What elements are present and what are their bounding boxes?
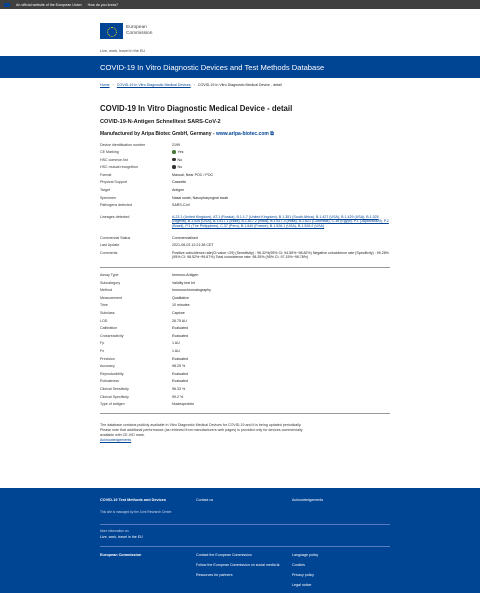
row-label: Measurement [100,295,122,300]
footer-more-link[interactable]: Live, work, travel in the EU [100,535,143,539]
table-row [100,279,390,287]
row-value-text: Evaluated [172,326,188,331]
row-value-text: 98.25 % [172,364,186,369]
row-label: HSC common list [100,157,128,162]
footer-legal-link[interactable]: Legal notice [292,583,312,587]
row-label: Type of antigen [100,402,125,407]
external-link-icon: ⧉ [270,131,274,137]
logo-line2: Commission [126,31,153,36]
row-value [172,187,390,195]
table-row [100,287,390,295]
footer-more-info: More information on: [100,529,130,533]
row-label: Subcategory [100,280,121,285]
row-value-text: Commercialised [172,235,198,240]
how-do-you-know-link[interactable]: How do you know? [87,2,119,7]
row-label: Device identification number [100,142,146,147]
section-divider [100,267,390,268]
table-row [100,332,390,340]
footer-privacy-link[interactable]: Privacy policy [292,573,314,577]
row-value-text: Cassette [172,180,187,185]
breadcrumb [0,78,480,92]
row-label: Time [100,303,108,308]
row-value-text: Antigen [172,188,185,193]
site-header [0,9,480,47]
row-label: Clinical Sensitivity [100,386,129,391]
table-row [100,171,390,179]
footer-resources-link[interactable]: Resources for partners [196,573,233,577]
main-content [0,104,390,442]
lineages-table [100,213,390,230]
table-row [100,325,390,333]
site-footer [0,488,480,593]
table-row [100,179,390,187]
chevron-right-icon: › [112,83,114,87]
row-value-text: Positive coincidence rate(Ct value <29) (Sensitivity) : 96.32%(95% CI: 94.55%~98.82%) Negative coincidence rate (Specificity) : 99.28%(95% CI: 98.52%~99.67%) Total coincidence rate: 98.35% (95% CI: 97.15%~98.78%) [172,250,389,260]
footer-social-text: Follow the European Commission on social media [196,563,276,567]
row-value [172,279,390,287]
logo-line1: European [126,25,147,30]
row-value-text: No [177,157,183,162]
row-label: Clinical Specificity [100,394,129,399]
row-value-text: No [177,165,183,170]
table-row [100,272,390,280]
row-value [172,401,390,409]
breadcrumb-home[interactable]: Home [100,83,110,87]
row-label: Target [100,188,110,193]
table-row [100,385,390,393]
row-label: Comments [100,250,118,255]
row-value-text: Nucleoprotein [172,402,195,407]
eu-flag-icon [4,3,10,7]
row-value [172,171,390,179]
table-row [100,234,390,242]
table-row [100,294,390,302]
row-label: Crossreactivity [100,333,124,338]
table-row [100,213,390,230]
footer-contact-link[interactable]: Contact us [196,498,214,502]
page-title: COVID-19 In Vitro Diagnostic Medical Device - detail [100,104,293,113]
row-value-text: 26.75 AU [172,318,187,323]
table-row [100,202,390,210]
manufacturer-prefix: Manufactured by Aripa Biotec GmbH, Germany - [100,131,216,137]
footer-ack-link[interactable]: Acknowledgements [292,498,324,502]
row-label: Fn [100,348,105,353]
footer-cookies-link[interactable]: Cookies [292,563,305,567]
footer-divider [100,524,390,525]
row-value [172,234,390,242]
assay-table [100,272,390,409]
device-details-table [100,141,390,209]
table-row [100,393,390,401]
table-row [100,317,390,325]
footer-language-link[interactable]: Language policy [292,553,319,557]
chevron-right-icon: › [193,83,195,87]
table-row [100,194,390,202]
row-value-text: Evaluated [172,356,188,361]
row-value [172,149,390,157]
table-row [100,401,390,409]
row-value [172,249,390,261]
footer-divider [100,546,390,547]
row-value [172,156,390,164]
breadcrumb-section[interactable]: COVID-19 In Vitro Diagnostic Medical Devices [116,83,191,87]
row-label: Reproducibility [100,371,124,376]
row-value [172,363,390,371]
table-row [100,156,390,164]
row-value [172,332,390,340]
banner-title[interactable]: COVID-19 In Vitro Diagnostic Devices and Test Methods Database [100,62,325,72]
row-label: Physical Support [100,180,127,185]
row-label: Subclass [100,310,115,315]
row-label: HSC mutual recognition [100,165,138,170]
disclaimer-text: The database contains publicly available In Vitro Diagnostic Medical Devices for COVID-19 and it is being updated periodically. Please note that additional performance (as retrieved from manufacturers web pages) is provided only for devices commercially available with CE-IVD mark. [100,423,303,437]
table-row [100,249,390,261]
table-row [100,355,390,363]
status-table [100,234,390,261]
row-value-text: Evaluated [172,379,188,384]
ec-logo[interactable] [100,23,152,39]
row-value-text: 96.33 % [172,386,186,391]
row-value [172,309,390,317]
table-row [100,370,390,378]
row-value [172,287,390,295]
official-eu-bar [0,0,480,9]
row-value [172,302,390,310]
row-value [172,272,390,280]
row-label: Commercial Status [100,235,131,240]
row-value [172,385,390,393]
row-value-text: 1 AU [172,348,180,353]
table-row [100,302,390,310]
table-row [100,164,390,172]
row-value-text: Yes [177,150,184,155]
row-value [172,242,390,250]
row-label: Pathogens detected [100,203,132,208]
row-value-text: Evaluated [172,333,188,338]
row-value [172,164,390,172]
row-value-text: Immuno-Antigen [172,273,199,277]
row-value [172,294,390,302]
row-value [172,202,390,210]
breadcrumb-current: COVID-19 In Vitro Diagnostic Medical Device - detail [197,83,282,87]
disclaimer [100,423,310,442]
row-value-text: Nasal swab, Nasopharyngeal swab [172,195,229,200]
row-label: Last Update [100,243,120,248]
row-label: CE Marking [100,150,119,155]
row-label: Fp [100,341,105,346]
table-row [100,149,390,157]
row-label: LOD [100,318,108,323]
table-row [100,242,390,250]
footer-contact-ec-link[interactable]: Contact the European Commission [196,553,252,557]
footer-social-link[interactable] [196,563,279,567]
row-value [172,141,390,149]
row-value-text: 99.2 % [172,394,184,399]
table-row [100,340,390,348]
row-label: Assay Type [100,273,119,277]
table-row [100,378,390,386]
row-value-text: Capture [172,310,185,315]
manufacturer-line [100,131,390,137]
row-label: Accuracy [100,364,115,369]
cross-circle-icon [172,165,176,169]
row-label: Precision [100,356,115,361]
row-label: Lineages detected [100,214,130,219]
row-label: Robustness [100,379,119,384]
row-value-text: Manual, Near POC / POC [172,172,214,177]
footer-managed-text: This site is managed by the Joint Research Centre [100,510,172,514]
eu-emblem-icon [100,23,123,39]
row-value [172,355,390,363]
footer-ec-title[interactable]: European Commission [100,553,142,557]
row-label: Method [100,288,112,293]
table-row [100,347,390,355]
official-text: An official website of the European Union [16,2,82,7]
row-value [172,347,390,355]
row-value-text: Qualitative [172,295,189,300]
row-value [172,370,390,378]
row-label: Calibration [100,326,118,331]
row-value-text: Validity test kit [172,280,195,285]
external-link-icon: ⧉ [276,563,280,567]
table-row [100,187,390,195]
row-value [172,378,390,386]
table-row [100,141,390,149]
footer-site-title[interactable]: COVID-19 Test Methods and Devices [100,498,166,502]
row-value [172,340,390,348]
row-label: Format [100,172,112,177]
table-row [100,363,390,371]
row-label: Specimen [100,195,116,200]
row-value-text: 2199 [172,142,180,147]
row-value [172,179,390,187]
row-value [172,317,390,325]
section-divider [100,413,390,414]
page-banner [0,56,480,78]
row-value [172,194,390,202]
row-value [172,393,390,401]
check-circle-icon [172,150,176,154]
row-value-text: 10 minutes [172,303,190,308]
row-value [172,325,390,333]
row-value-text: Evaluated [172,371,188,376]
tagline-link[interactable]: Live, work, travel in the EU [100,49,146,53]
row-value-text: 1 AU [172,341,180,346]
cross-circle-icon [172,158,176,162]
row-value-text: 2021-06-03 12:21:38 CET [172,243,214,248]
device-name: COVID-19-N-Antigen Schnelltest SARS-CoV-2 [100,119,221,125]
row-value-text: Immunochromatography [172,288,211,293]
manufacturer-link[interactable]: www.aripa-biotec.com [215,131,269,137]
table-row [100,309,390,317]
acknowledgements-link[interactable]: Acknowledgements [100,437,132,442]
row-value-text: SARS-CoV [172,203,190,208]
row-value [172,213,390,230]
lineages-links[interactable]: A.23.1 (United Kingdom), AT.1 (Russia), B.1.1.7 (United Kingdom), B.1.351 (South Africa), B.1.427 (USA), B.1.429 (USA), B.1.525 (Nigeria), B.1.526 (USA), B.1.617.1 (India), B.1.617.2 (India), B.1.617.3 (India), B.1.621 (Colombia), C.36 (Egypt), P.1 (Japan/Brazil), P.2 (Brazil), P.3 (The Philippines), C.37 (Peru), B.1.640 (France), B.1.526.1 (USA), B.1.526.2 (USA) [172,214,389,229]
